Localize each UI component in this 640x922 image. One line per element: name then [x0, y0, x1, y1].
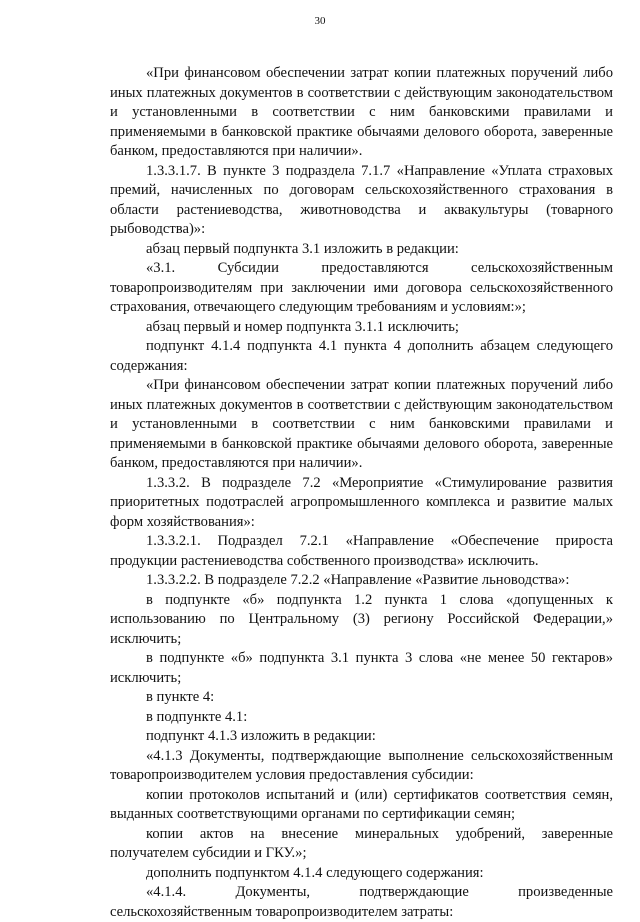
document-body: [110, 64, 613, 922]
paragraph: «При финансовом обеспечении затрат копии платежных поручений либо иных платежных документов в соответствии с действующим законодательством и установленными в соответствии с ним банковскими правилами и применяемыми в банковской практике обычаями делового оборота, заверенные банком, предоставляются при наличии».: [110, 65, 613, 159]
paragraph: «4.1.3 Документы, подтверждающие выполнение сельскохозяйственным товаропроизводителем условия предоставления субсидии:: [110, 747, 613, 783]
page-number: 30: [314, 15, 326, 27]
paragraph: «4.1.4. Документы, подтверждающие произведенные сельскохозяйственным товаропроизводителем затраты:: [110, 884, 613, 920]
paragraph: копии актов на внесение минеральных удобрений, заверенные получателем субсидии и ГКУ.»;: [110, 825, 613, 861]
paragraph: 1.3.3.2.1. Подраздел 7.2.1 «Направление «Обеспечение прироста продукции растениеводства собственного производства» исключить.: [110, 533, 613, 569]
paragraph: подпункт 4.1.3 изложить в редакции:: [146, 728, 376, 744]
paragraph: абзац первый подпункта 3.1 изложить в редакции:: [146, 240, 459, 257]
paragraph: в подпункте 4.1:: [146, 708, 248, 725]
paragraph: в подпункте «б» подпункта 1.2 пункта 1 слова «допущенных к использованию по Центральному (3) региону Российской Федерации,» исключить;: [110, 591, 613, 647]
paragraph: копии протоколов испытаний и (или) сертификатов соответствия семян, выданных соответствующими органами по сертификации семян;: [110, 786, 613, 822]
paragraph: в пункте 4:: [146, 689, 215, 705]
paragraph: 1.3.3.1.7. В пункте 3 подраздела 7.1.7 «Направление «Уплата страховых премий, начисленных по договорам сельскохозяйственного страхования в области растениеводства, животноводства и аквакультуры (товарного рыбоводства)»:: [110, 162, 613, 237]
paragraph: «3.1. Субсидии предоставляются сельскохозяйственным товаропроизводителям при заключении ими договора сельскохозяйственного страхования, отвечающего следующим требованиям и условиям:»;: [110, 260, 613, 315]
paragraph: дополнить подпунктом 4.1.4 следующего содержания:: [146, 864, 484, 881]
paragraph: абзац первый и номер подпункта 3.1.1 исключить;: [146, 318, 459, 335]
paragraph: подпункт 4.1.4 подпункта 4.1 пункта 4 дополнить абзацем следующего содержания:: [110, 338, 613, 374]
paragraph: 1.3.3.2.2. В подразделе 7.2.2 «Направление «Развитие льноводства»:: [146, 572, 570, 588]
paragraph: в подпункте «б» подпункта 3.1 пункта 3 слова «не менее 50 гектаров» исключить;: [110, 650, 613, 686]
paragraph: «При финансовом обеспечении затрат копии платежных поручений либо иных платежных документов в соответствии с действующим законодательством и установленными в соответствии с ним банковскими правилами и применяемыми в банковской практике обычаями делового оборота, заверенные банком, предоставляются при наличии».: [110, 377, 613, 471]
paragraph: 1.3.3.2. В подразделе 7.2 «Мероприятие «Стимулирование развития приоритетных подотраслей агропромышленного комплекса и развитие малых форм хозяйствования»:: [110, 474, 613, 530]
